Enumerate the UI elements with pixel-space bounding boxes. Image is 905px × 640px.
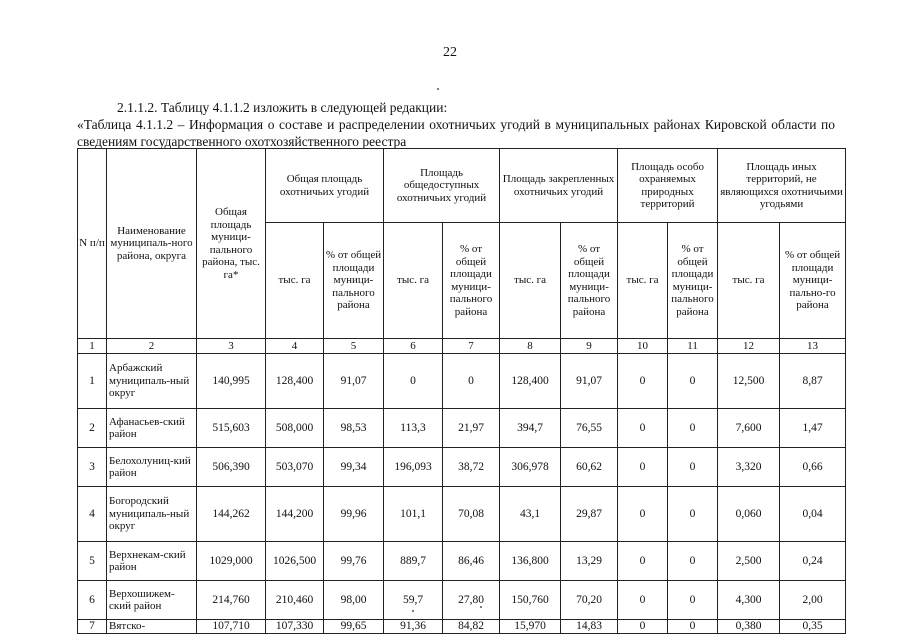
- column-number: 6: [384, 339, 443, 354]
- cell-hunting-pct: 98,53: [324, 409, 384, 448]
- cell-fixed-ths: 43,1: [500, 487, 561, 542]
- cell-hunting-pct: 99,76: [324, 542, 384, 581]
- header-group-other: Площадь иных территорий, не являющихся охотничьими угодьями: [718, 149, 846, 223]
- cell-protected-pct: 0: [668, 620, 718, 634]
- cell-total-area: 506,390: [197, 448, 266, 487]
- column-number: 8: [500, 339, 561, 354]
- cell-fixed-pct: 91,07: [561, 354, 618, 409]
- cell-district: Верхошижем-ский район: [107, 581, 197, 620]
- header-sub-pct: % от общей площади муници-пального района: [561, 223, 618, 339]
- header-sub-ths: тыс. га: [384, 223, 443, 339]
- cell-hunting-ths: 503,070: [266, 448, 324, 487]
- cell-public-ths: 113,3: [384, 409, 443, 448]
- cell-public-ths: 889,7: [384, 542, 443, 581]
- cell-protected-ths: 0: [618, 620, 668, 634]
- column-number: 4: [266, 339, 324, 354]
- cell-public-pct: 84,82: [443, 620, 500, 634]
- cell-no: 4: [78, 487, 107, 542]
- cell-district: Афанасьев-ский район: [107, 409, 197, 448]
- cell-fixed-ths: 136,800: [500, 542, 561, 581]
- scan-speck: [480, 606, 482, 608]
- cell-protected-pct: 0: [668, 354, 718, 409]
- cell-public-pct: 21,97: [443, 409, 500, 448]
- header-total-area: Общая площадь муници-пального района, тыс. га*: [197, 149, 266, 339]
- cell-hunting-ths: 128,400: [266, 354, 324, 409]
- table-row: [78, 620, 846, 634]
- intro-paragraph: 2.1.1.2. Таблицу 4.1.1.2 изложить в следующей редакции:: [117, 100, 448, 115]
- hunting-grounds-table: [77, 148, 846, 634]
- cell-public-pct: 27,80: [443, 581, 500, 620]
- cell-public-pct: 0: [443, 354, 500, 409]
- cell-hunting-pct: 98,00: [324, 581, 384, 620]
- column-number: 1: [78, 339, 107, 354]
- cell-other-pct: 0,04: [780, 487, 846, 542]
- cell-total-area: 515,603: [197, 409, 266, 448]
- cell-other-ths: 0,060: [718, 487, 780, 542]
- cell-other-ths: 4,300: [718, 581, 780, 620]
- cell-total-area: 1029,000: [197, 542, 266, 581]
- cell-no: 3: [78, 448, 107, 487]
- header-group-fixed: Площадь закрепленных охотничьих угодий: [500, 149, 618, 223]
- cell-district: Вятско-: [107, 620, 197, 634]
- cell-other-ths: 12,500: [718, 354, 780, 409]
- cell-fixed-ths: 15,970: [500, 620, 561, 634]
- cell-public-ths: 91,36: [384, 620, 443, 634]
- cell-fixed-ths: 128,400: [500, 354, 561, 409]
- cell-hunting-pct: 99,96: [324, 487, 384, 542]
- cell-protected-pct: 0: [668, 581, 718, 620]
- cell-total-area: 107,710: [197, 620, 266, 634]
- cell-hunting-ths: 508,000: [266, 409, 324, 448]
- header-sub-ths: тыс. га: [266, 223, 324, 339]
- scan-speck: [437, 88, 439, 90]
- column-number: 12: [718, 339, 780, 354]
- cell-no: 2: [78, 409, 107, 448]
- cell-other-ths: 7,600: [718, 409, 780, 448]
- column-number: 2: [107, 339, 197, 354]
- cell-hunting-pct: 99,65: [324, 620, 384, 634]
- cell-public-ths: 101,1: [384, 487, 443, 542]
- cell-other-pct: 0,66: [780, 448, 846, 487]
- cell-hunting-pct: 91,07: [324, 354, 384, 409]
- cell-fixed-pct: 76,55: [561, 409, 618, 448]
- header-sub-pct: % от общей площади муници-пально-го района: [780, 223, 846, 339]
- table-row: [78, 542, 846, 581]
- header-name: Наименование муниципаль-ного района, округа: [107, 149, 197, 339]
- column-number: 9: [561, 339, 618, 354]
- cell-protected-ths: 0: [618, 542, 668, 581]
- header-sub-ths: тыс. га: [500, 223, 561, 339]
- cell-fixed-ths: 394,7: [500, 409, 561, 448]
- cell-no: 1: [78, 354, 107, 409]
- column-number: 13: [780, 339, 846, 354]
- cell-total-area: 144,262: [197, 487, 266, 542]
- cell-hunting-pct: 99,34: [324, 448, 384, 487]
- cell-fixed-ths: 150,760: [500, 581, 561, 620]
- table-row: [78, 448, 846, 487]
- cell-hunting-ths: 210,460: [266, 581, 324, 620]
- header-group-hunting: Общая площадь охотничьих угодий: [266, 149, 384, 223]
- cell-fixed-pct: 70,20: [561, 581, 618, 620]
- cell-other-ths: 2,500: [718, 542, 780, 581]
- cell-protected-ths: 0: [618, 409, 668, 448]
- cell-other-pct: 2,00: [780, 581, 846, 620]
- column-number: 7: [443, 339, 500, 354]
- cell-district: Верхнекам-ский район: [107, 542, 197, 581]
- cell-fixed-pct: 14,83: [561, 620, 618, 634]
- header-sub-pct: % от общей площади муници-пального района: [443, 223, 500, 339]
- cell-other-ths: 0,380: [718, 620, 780, 634]
- cell-public-pct: 86,46: [443, 542, 500, 581]
- cell-other-pct: 8,87: [780, 354, 846, 409]
- cell-protected-pct: 0: [668, 409, 718, 448]
- cell-total-area: 140,995: [197, 354, 266, 409]
- header-no: N п/п: [78, 149, 107, 339]
- column-number: 10: [618, 339, 668, 354]
- cell-protected-pct: 0: [668, 487, 718, 542]
- header-group-protected: Площадь особо охраняемых природных территорий: [618, 149, 718, 223]
- cell-public-ths: 0: [384, 354, 443, 409]
- cell-other-pct: 0,24: [780, 542, 846, 581]
- cell-fixed-pct: 60,62: [561, 448, 618, 487]
- scan-speck: [412, 610, 414, 612]
- cell-public-ths: 59,7: [384, 581, 443, 620]
- column-number: 5: [324, 339, 384, 354]
- table-row: [78, 409, 846, 448]
- cell-fixed-ths: 306,978: [500, 448, 561, 487]
- cell-no: 7: [78, 620, 107, 634]
- table-row: [78, 354, 846, 409]
- cell-fixed-pct: 13,29: [561, 542, 618, 581]
- header-sub-pct: % от общей площади муници-пального района: [668, 223, 718, 339]
- header-sub-ths: тыс. га: [618, 223, 668, 339]
- cell-no: 6: [78, 581, 107, 620]
- cell-protected-ths: 0: [618, 487, 668, 542]
- header-sub-ths: тыс. га: [718, 223, 780, 339]
- column-number: 3: [197, 339, 266, 354]
- column-number-row: [78, 339, 846, 354]
- cell-hunting-ths: 107,330: [266, 620, 324, 634]
- header-sub-pct: % от общей площади муници-пального района: [324, 223, 384, 339]
- cell-other-pct: 1,47: [780, 409, 846, 448]
- cell-protected-ths: 0: [618, 581, 668, 620]
- table-caption: «Таблица 4.1.1.2 – Информация о составе и распределении охотничьих угодий в муниципальных районах Кировской области по сведениям государственного охотхозяйственного реестра: [77, 117, 835, 149]
- cell-protected-ths: 0: [618, 448, 668, 487]
- cell-fixed-pct: 29,87: [561, 487, 618, 542]
- cell-district: Арбажский муниципаль-ный округ: [107, 354, 197, 409]
- cell-protected-pct: 0: [668, 542, 718, 581]
- column-number: 11: [668, 339, 718, 354]
- cell-district: Богородский муниципаль-ный округ: [107, 487, 197, 542]
- cell-public-pct: 70,08: [443, 487, 500, 542]
- cell-public-pct: 38,72: [443, 448, 500, 487]
- cell-total-area: 214,760: [197, 581, 266, 620]
- cell-district: Белохолуниц-кий район: [107, 448, 197, 487]
- cell-other-ths: 3,320: [718, 448, 780, 487]
- cell-hunting-ths: 144,200: [266, 487, 324, 542]
- cell-protected-pct: 0: [668, 448, 718, 487]
- cell-public-ths: 196,093: [384, 448, 443, 487]
- header-group-public: Площадь общедоступных охотничьих угодий: [384, 149, 500, 223]
- table-row: [78, 487, 846, 542]
- cell-other-pct: 0,35: [780, 620, 846, 634]
- cell-no: 5: [78, 542, 107, 581]
- table-row: [78, 581, 846, 620]
- cell-hunting-ths: 1026,500: [266, 542, 324, 581]
- page-number: 22: [443, 45, 457, 60]
- cell-protected-ths: 0: [618, 354, 668, 409]
